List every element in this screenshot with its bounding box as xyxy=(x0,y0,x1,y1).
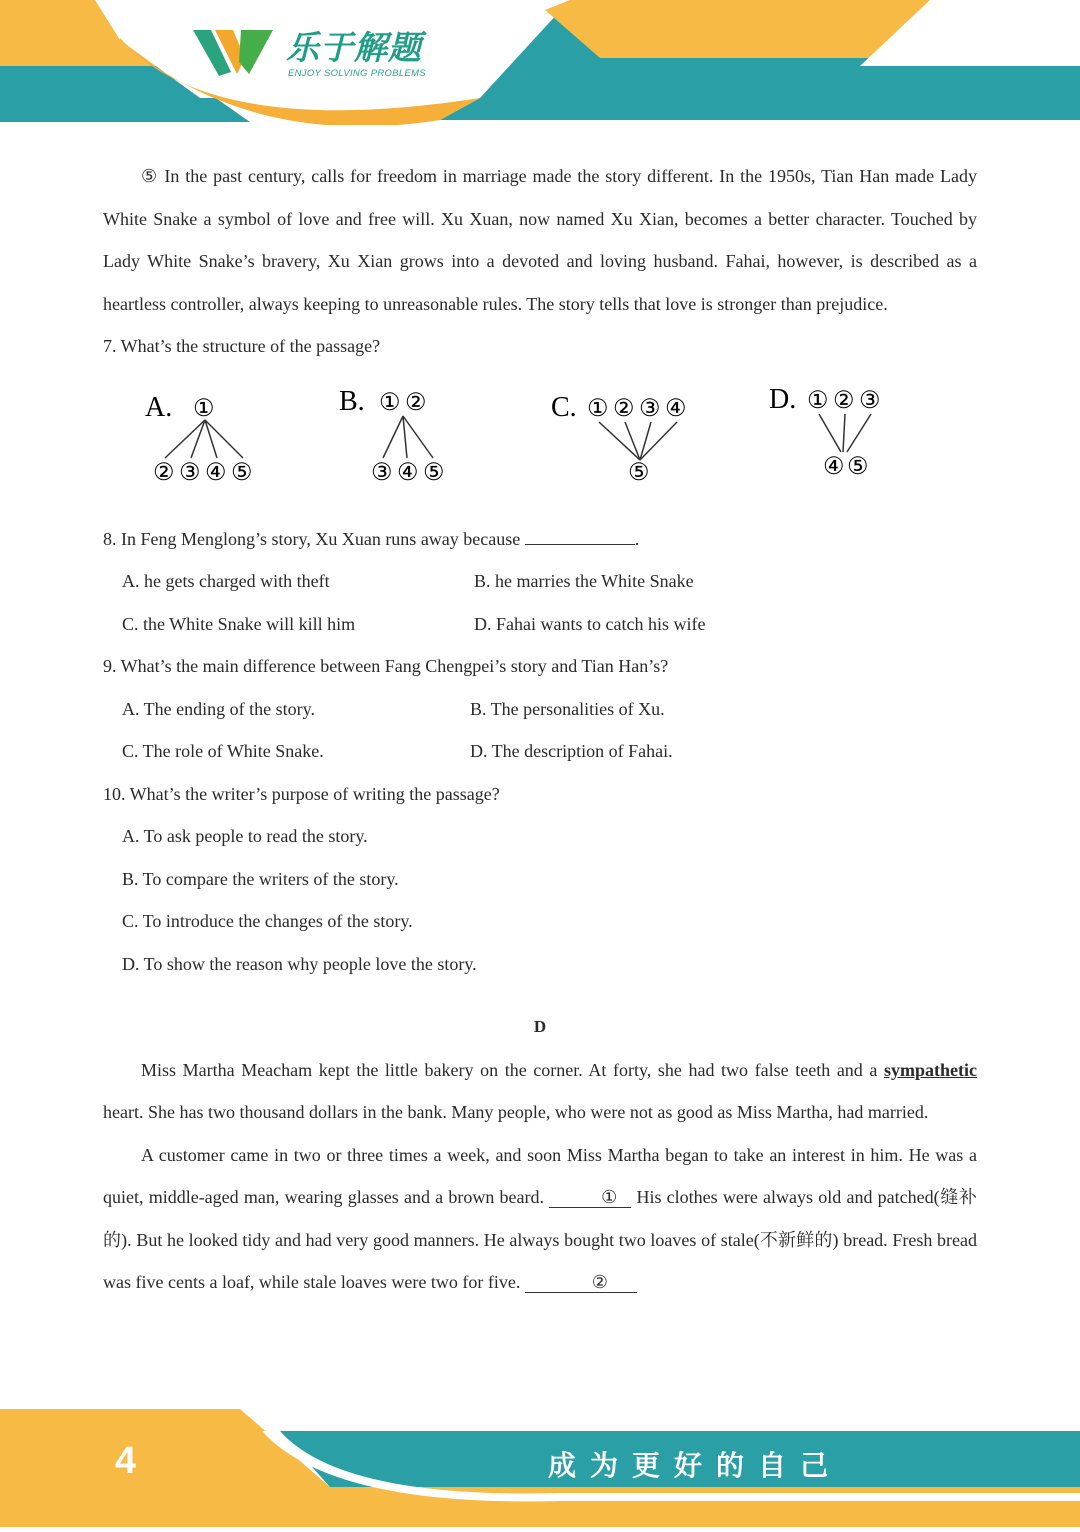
structure-diagrams xyxy=(103,368,977,518)
diagram-option-c xyxy=(549,378,699,488)
paragraph-5: ⑤ In the past century, calls for freedom in marriage made the story different. In the 1950s, Tian Han made Lady White Snake a symbol of love and free will. Xu Xuan, now named Xu Xian, becomes a better character. Touched by Lady White Snake’s bravery, Xu Xian grows into a devoted and loving husband. Fahai, however, is described as a heartless controller, always keeping to unreasonable rules. The story tells that love is stronger than prejudice. xyxy=(103,166,977,314)
diagram-a-bottom-2: ③ xyxy=(179,459,201,486)
diagram-c-top-2: ② xyxy=(613,395,635,422)
page-content xyxy=(103,155,977,1304)
option[interactable]: B. The personalities of Xu. xyxy=(470,698,665,719)
diagram-b-bottom-2: ④ xyxy=(397,459,419,486)
diagram-a-bottom-4: ⑤ xyxy=(231,459,253,486)
diagram-option-d xyxy=(767,378,917,488)
option[interactable]: D. Fahai wants to catch his wife xyxy=(474,613,706,634)
option[interactable]: D. The description of Fahai. xyxy=(470,741,673,761)
logo-icon xyxy=(193,28,275,78)
question-8-options xyxy=(103,560,977,645)
option[interactable]: A. To ask people to read the story. xyxy=(122,826,368,846)
diagram-b-bottom-1: ③ xyxy=(371,459,393,486)
diagram-d-bottom-2: ⑤ xyxy=(847,453,869,480)
question-10: 10. What’s the writer’s purpose of writing the passage? xyxy=(103,783,500,804)
diagram-b-bottom-3: ⑤ xyxy=(423,459,445,486)
diagram-d-label: D. xyxy=(769,383,797,415)
diagram-b-top-2: ② xyxy=(405,389,427,416)
page-footer xyxy=(0,1409,1080,1527)
page-header xyxy=(0,0,1080,125)
option[interactable]: B. To compare the writers of the story. xyxy=(122,868,399,889)
diagram-a-bottom-3: ④ xyxy=(205,459,227,486)
page-number: 4 xyxy=(115,1440,137,1482)
option[interactable]: C. the White Snake will kill him xyxy=(122,613,356,634)
diagram-d-bottom-1: ④ xyxy=(823,453,845,480)
section-d-title: D xyxy=(533,1017,547,1036)
option[interactable]: C. The role of White Snake. xyxy=(122,741,324,761)
answer-blank[interactable] xyxy=(525,544,635,545)
question-8-end: . xyxy=(634,528,640,549)
diagram-a-label: A. xyxy=(145,391,173,423)
diagram-option-b xyxy=(337,378,467,488)
footer-banner xyxy=(0,1409,1080,1527)
para-text: A customer came in two or three times a week, and soon Miss Martha began to take an interest in him. He was a quiet, middle-aged man, wearing glasses and a brown beard. xyxy=(103,1144,977,1207)
para-text: Miss Martha Meacham kept the little bakery on the corner. At forty, she had two false teeth and a xyxy=(141,1059,878,1080)
diagram-option-a xyxy=(143,378,273,488)
header-banner xyxy=(0,0,1080,125)
diagram-c-top-4: ④ xyxy=(665,395,687,422)
question-9: 9. What’s the main difference between Fang Chengpei’s story and Tian Han’s? xyxy=(103,656,669,676)
option[interactable]: C. To introduce the changes of the story. xyxy=(122,911,413,931)
diagram-b-top-1: ① xyxy=(379,389,401,416)
footer-slogan: 成为更好的自己 xyxy=(548,1449,843,1482)
diagram-b-label: B. xyxy=(339,385,365,417)
section-d-paragraph-2 xyxy=(103,1134,977,1304)
diagram-d-top-1: ① xyxy=(807,387,829,414)
question-8-text: 8. In Feng Menglong’s story, Xu Xuan runs away because xyxy=(103,528,521,549)
para-text: His clothes were always old and patched(缝补的). But he looked tidy and had very good manners. He always bought two loaves of stale(不新鲜的) bread. Fresh bread was five cents a loaf, while stale loaves were two for five. xyxy=(103,1187,978,1292)
option[interactable]: A. he gets charged with theft xyxy=(122,571,330,591)
diagram-c-label: C. xyxy=(551,391,577,423)
header-orange-right xyxy=(545,0,930,58)
logo-english-text: ENJOY SOLVING PROBLEMS xyxy=(288,68,426,79)
question-7: 7. What’s the structure of the passage? xyxy=(103,336,381,356)
section-d-paragraph-1 xyxy=(103,1049,977,1134)
question-10-options xyxy=(103,815,977,985)
diagram-c-top-1: ① xyxy=(587,395,609,422)
diagram-c-top-3: ③ xyxy=(639,395,661,422)
diagram-c-bottom-1: ⑤ xyxy=(628,459,650,486)
question-9-options xyxy=(103,688,977,773)
option[interactable]: B. he marries the White Snake xyxy=(474,571,694,591)
para-text: heart. She has two thousand dollars in the bank. Many people, who were not as good as Miss Martha, had married. xyxy=(103,1102,929,1122)
option[interactable]: D. To show the reason why people love the story. xyxy=(122,953,477,974)
blank-2[interactable]: ② xyxy=(525,1272,637,1293)
question-8 xyxy=(103,518,977,561)
blank-1[interactable]: ① xyxy=(549,1187,631,1208)
diagram-d-top-3: ③ xyxy=(859,387,881,414)
diagram-a-top-1: ① xyxy=(193,395,215,422)
diagram-d-top-2: ② xyxy=(833,387,855,414)
diagram-a-bottom-1: ② xyxy=(153,459,175,486)
vocabulary-word: sympathetic xyxy=(884,1059,978,1080)
logo-chinese-text: 乐于解题 xyxy=(286,28,422,67)
option[interactable]: A. The ending of the story. xyxy=(122,698,315,719)
